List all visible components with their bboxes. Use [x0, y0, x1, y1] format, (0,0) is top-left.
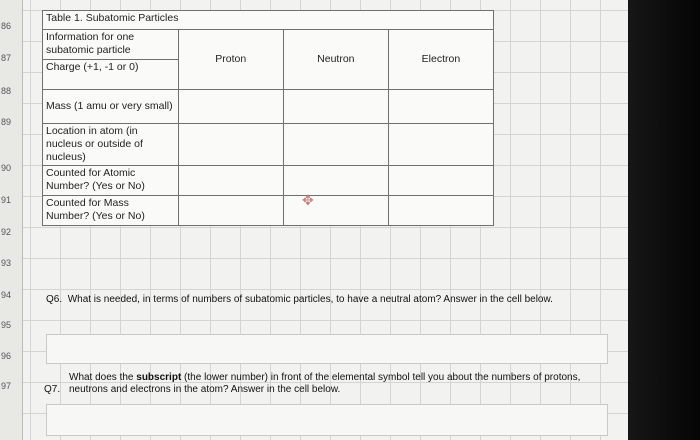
- row-number[interactable]: 93: [1, 258, 12, 268]
- cell-electron-location[interactable]: [388, 124, 493, 166]
- row-label-mass-number[interactable]: Counted for Mass Number? (Yes or No): [43, 196, 179, 226]
- cell-proton-atomic-number[interactable]: [178, 166, 283, 196]
- header-label-cell[interactable]: Information for one subatomic particle: [43, 30, 179, 60]
- q6-text: What is needed, in terms of numbers of subatomic particles, to have a neutral atom? Answer in the cell below.: [67, 294, 553, 305]
- row-header: [0, 0, 23, 440]
- question-6[interactable]: [46, 294, 626, 306]
- row-number[interactable]: 90: [1, 163, 12, 173]
- q7-text-subscript: subscript: [136, 372, 182, 383]
- cell-proton-mass-number[interactable]: [178, 196, 283, 226]
- cell-electron-atomic-number[interactable]: [388, 166, 493, 196]
- row-label-location[interactable]: Location in atom (in nucleus or outside of nucleus): [43, 124, 179, 166]
- q7-text-start: What does the: [69, 372, 137, 383]
- column-header-electron[interactable]: Electron: [388, 30, 493, 90]
- row-number[interactable]: 92: [1, 227, 12, 237]
- cell-neutron-mass[interactable]: [283, 90, 388, 124]
- cell-proton-mass[interactable]: [178, 90, 283, 124]
- row-number[interactable]: 89: [1, 117, 12, 127]
- row-number[interactable]: 95: [1, 320, 12, 330]
- subatomic-particles-table: [42, 10, 494, 226]
- column-header-proton[interactable]: Proton: [178, 30, 283, 90]
- screen-edge: [628, 0, 700, 440]
- q6-answer-cell[interactable]: [46, 334, 608, 364]
- column-header-neutron[interactable]: Neutron: [283, 30, 388, 90]
- cell-neutron-mass-number[interactable]: [283, 196, 388, 226]
- row-number[interactable]: 87: [1, 53, 12, 63]
- table-title[interactable]: Table 1. Subatomic Particles: [43, 11, 494, 30]
- cell-neutron-location[interactable]: [283, 124, 388, 166]
- row-number[interactable]: 97: [1, 381, 12, 391]
- move-cursor-icon: ✥: [302, 192, 314, 208]
- row-label-atomic-number[interactable]: Counted for Atomic Number? (Yes or No): [43, 166, 179, 196]
- row-label-mass[interactable]: Mass (1 amu or very small): [43, 90, 179, 124]
- row-number[interactable]: 91: [1, 195, 12, 205]
- cell-electron-mass-number[interactable]: [388, 196, 493, 226]
- q6-number: Q6.: [46, 294, 63, 305]
- q7-answer-cell[interactable]: [46, 404, 608, 436]
- row-label-charge[interactable]: Charge (+1, -1 or 0): [43, 60, 179, 90]
- q7-text-end: (the lower number) in front of the elemental symbol tell you about the numbers of protons, neutrons and electrons in the atom? Answer in the cell below.: [69, 372, 581, 395]
- cell-neutron-atomic-number[interactable]: [283, 166, 388, 196]
- cell-electron-mass[interactable]: [388, 90, 493, 124]
- row-number[interactable]: 88: [1, 86, 12, 96]
- question-7[interactable]: [69, 372, 609, 396]
- row-number[interactable]: 86: [1, 21, 12, 31]
- cell-proton-location[interactable]: [178, 124, 283, 166]
- row-number[interactable]: 94: [1, 290, 12, 300]
- q7-number: Q7.: [44, 384, 61, 395]
- row-number[interactable]: 96: [1, 351, 12, 361]
